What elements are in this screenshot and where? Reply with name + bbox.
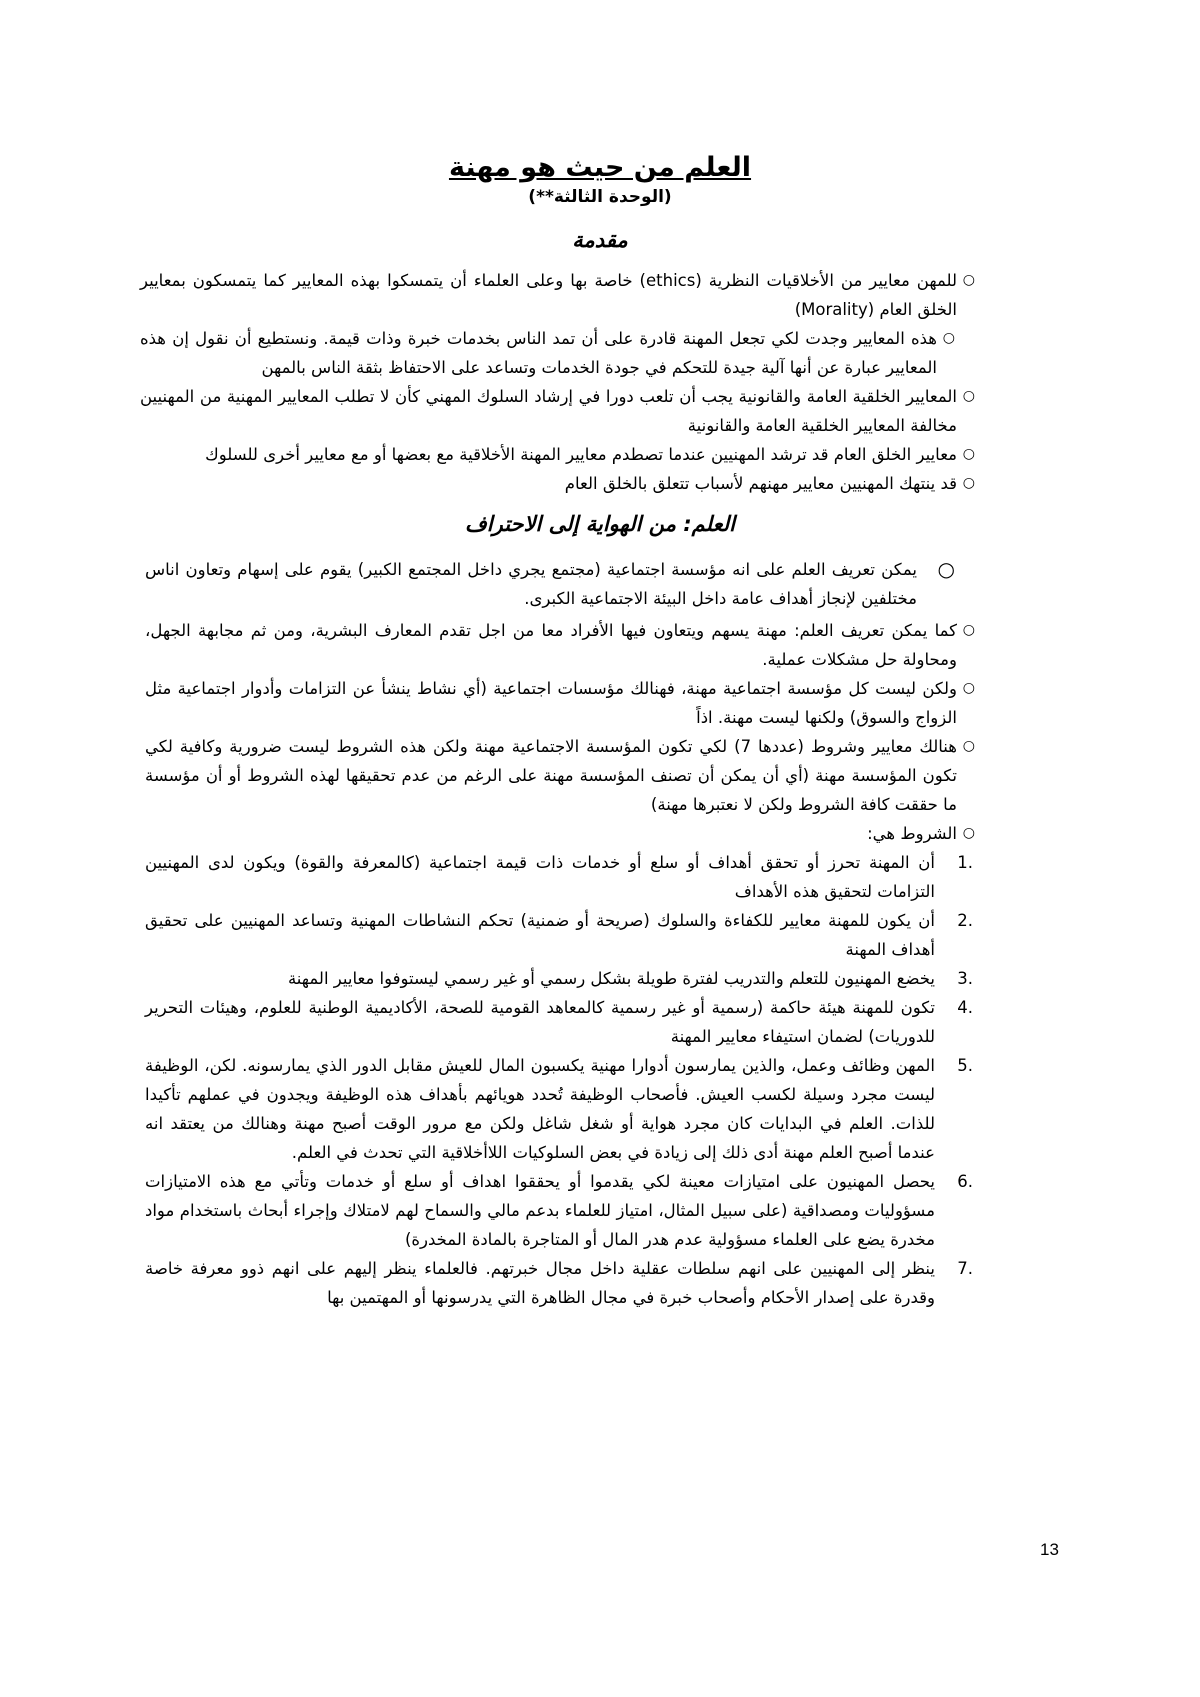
- list-item: [145, 964, 973, 993]
- list-item: [140, 382, 975, 440]
- intro-section: [140, 266, 975, 498]
- circle-bullet-icon: ○: [962, 680, 975, 696]
- list-item-text: أن المهنة تحرز أو تحقق أهداف أو سلع أو خدمات ذات قيمة اجتماعية (كالمعرفة والقوة) ويكون لدى المهنيين التزامات لتحقيق هذه الأهداف: [145, 853, 935, 901]
- list-item: [140, 469, 975, 498]
- circle-bullet-icon: ○: [962, 446, 975, 462]
- list-item-text: المعايير الخلقية العامة والقانونية يجب أن تلعب دورا في إرشاد السلوك المهني كأن لا تطلب المعايير المهنية من المهنيين مخالفة المعايير الخلقية العامة والقانونية: [140, 387, 957, 435]
- circle-bullet-icon: ○: [962, 388, 975, 404]
- list-item: [145, 1167, 973, 1254]
- list-item-text: قد ينتهك المهنيين معايير مهنهم لأسباب تتعلق بالخلق العام: [564, 474, 957, 493]
- list-item-text: تكون للمهنة هيئة حاكمة (رسمية أو غير رسمية كالمعاهد القومية للصحة، الأكاديمية الوطنية للعلوم، وهيئات التحرير للدوريات) لضمان استيفاء معايير المهنة: [145, 998, 935, 1046]
- list-item-text: للمهن معايير من الأخلاقيات النظرية (ethics) خاصة بها وعلى العلماء أن يتمسكوا بهذه المعايير كما يتمسكون بمعايير الخلق العام (Morality): [140, 271, 958, 319]
- list-number: 5.: [957, 1056, 973, 1075]
- page-number: 13: [1040, 1540, 1059, 1559]
- list-item: [140, 440, 975, 469]
- list-item-text: كما يمكن تعريف العلم: مهنة يسهم ويتعاون فيها الأفراد معا من اجل تقدم المعارف البشرية، ومن ثم مجابهة الجهل، ومحاولة حل مشكلات عملية.: [145, 621, 957, 669]
- list-item-text: الشروط هي:: [867, 824, 957, 843]
- list-item-text: يحصل المهنيون على امتيازات معينة لكي يقدموا أو يحققوا اهداف أو سلع أو خدمات وتأتي مع هذه الامتيازات مسؤوليات ومصداقية (على سبيل المثال، امتياز للعلماء بدعم مالي والسماح لهم لامتلاك وإجراء أبحاث باستخدام مواد مخدرة يضع على العلماء مسؤولية عدم هدر المال أو المتاجرة بالمادة المخدرة): [145, 1172, 935, 1249]
- circle-bullet-icon: ○: [962, 738, 975, 754]
- circle-bullet-icon: ○: [962, 272, 975, 288]
- list-item-text: أن يكون للمهنة معايير للكفاءة والسلوك (صريحة أو ضمنية) تحكم النشاطات المهنية وتساعد المهنيين على تحقيق أهداف المهنة: [145, 911, 935, 959]
- list-item-text: المهن وظائف وعمل، والذين يمارسون أدوارا مهنية يكسبون المال للعيش مقابل الدور الذي يمارسونه. لكن، الوظيفة ليست مجرد وسيلة لكسب العيش. فأصحاب الوظيفة تُحدد هويائهم بأهداف هذه الوظيفة ويجدون في عملهم تأكيدا للذات. العلم في البدايات كان مجرد هواية أو شغل شاغل ولكن مع مرور الوقت أصبح مهنة وهنالك من يعتقد انه عندما أصبح العلم مهنة أدى ذلك إلى زيادة في بعض السلوكيات اللاأخلاقية التي تحدث في العلم.: [145, 1056, 935, 1162]
- circle-bullet-icon: ○: [962, 475, 975, 491]
- list-item-text: يمكن تعريف العلم على انه مؤسسة اجتماعية (مجتمع يجري داخل المجتمع الكبير) يقوم على إسهام وتعاون اناس مختلفين لإنجاز أهداف عامة داخل البيئة الاجتماعية الكبرى.: [145, 560, 917, 608]
- list-item: [145, 732, 975, 819]
- intro-heading: مقدمة: [572, 228, 628, 252]
- list-item: [145, 616, 975, 674]
- list-item: [140, 324, 955, 382]
- list-number: 6.: [957, 1172, 973, 1191]
- list-item-text: معايير الخلق العام قد ترشد المهنيين عندما تصطدم معايير المهنة الأخلاقية مع بعضها أو مع معايير أخرى للسلوك: [205, 445, 957, 464]
- list-item: [145, 819, 975, 848]
- list-item-text: ينظر إلى المهنيين على انهم سلطات عقلية داخل مجال خبرتهم. فالعلماء ينظر إليهم على انهم ذوو معرفة خاصة وقدرة على إصدار الأحكام وأصحاب خبرة في مجال الظاهرة التي يدرسونها أو المهتمين بها: [145, 1259, 935, 1307]
- section2-bullet-list: [145, 555, 975, 848]
- list-number: 1.: [957, 853, 973, 872]
- list-item: [145, 906, 973, 964]
- list-number: 7.: [957, 1259, 973, 1278]
- section2-body: [145, 555, 975, 1312]
- list-item-text: هذه المعايير وجدت لكي تجعل المهنة قادرة على أن تمد الناس بخدمات خبرة وذات قيمة. ونستطيع أن نقول إن هذه المعايير عبارة عن أنها آلية جيدة للتحكم في جودة الخدمات وتساعد على الاحتفاظ بثقة الناس بالمهن: [140, 329, 937, 377]
- title-block: [0, 150, 1200, 208]
- list-item: [145, 1254, 973, 1312]
- list-item-text: ولكن ليست كل مؤسسة اجتماعية مهنة، فهنالك مؤسسات اجتماعية (أي نشاط ينشأ عن التزامات وأدوار اجتماعية مثل الزواج والسوق) ولكنها ليست مهنة. اذاً: [145, 679, 957, 727]
- circle-bullet-icon: ○: [942, 330, 955, 346]
- list-item: [145, 674, 975, 732]
- list-item-text: هنالك معايير وشروط (عددها 7) لكي تكون المؤسسة الاجتماعية مهنة ولكن هذه الشروط ليست ضرورية وكافية لكي تكون المؤسسة مهنة (أي أن يمكن أن تصنف المؤسسة مهنة على الرغم من عدم تحقيقها لهذه الشروط أو أن مؤسسة ما حققت كافة الشروط ولكن لا نعتبرها مهنة): [145, 737, 957, 814]
- list-number: 2.: [957, 911, 973, 930]
- list-item: [145, 555, 955, 613]
- section2-heading: العلم: من الهواية إلى الاحتراف: [465, 512, 735, 536]
- circle-bullet-icon: ○: [962, 825, 975, 841]
- circle-bullet-icon: ○: [937, 557, 955, 581]
- list-item: [145, 848, 973, 906]
- circle-bullet-icon: ○: [962, 622, 975, 638]
- list-item: [140, 266, 975, 324]
- page-title: العلم من حيث هو مهنة: [448, 152, 752, 183]
- list-item: [145, 1051, 973, 1167]
- list-number: 4.: [957, 998, 973, 1017]
- list-item: [145, 993, 973, 1051]
- intro-bullet-list: [140, 266, 975, 498]
- conditions-list: [145, 848, 973, 1312]
- list-number: 3.: [957, 969, 973, 988]
- list-item-text: يخضع المهنيون للتعلم والتدريب لفترة طويلة بشكل رسمي أو غير رسمي ليستوفوا معايير المهنة: [287, 969, 935, 988]
- page-subtitle: (الوحدة الثالثة**): [528, 187, 672, 207]
